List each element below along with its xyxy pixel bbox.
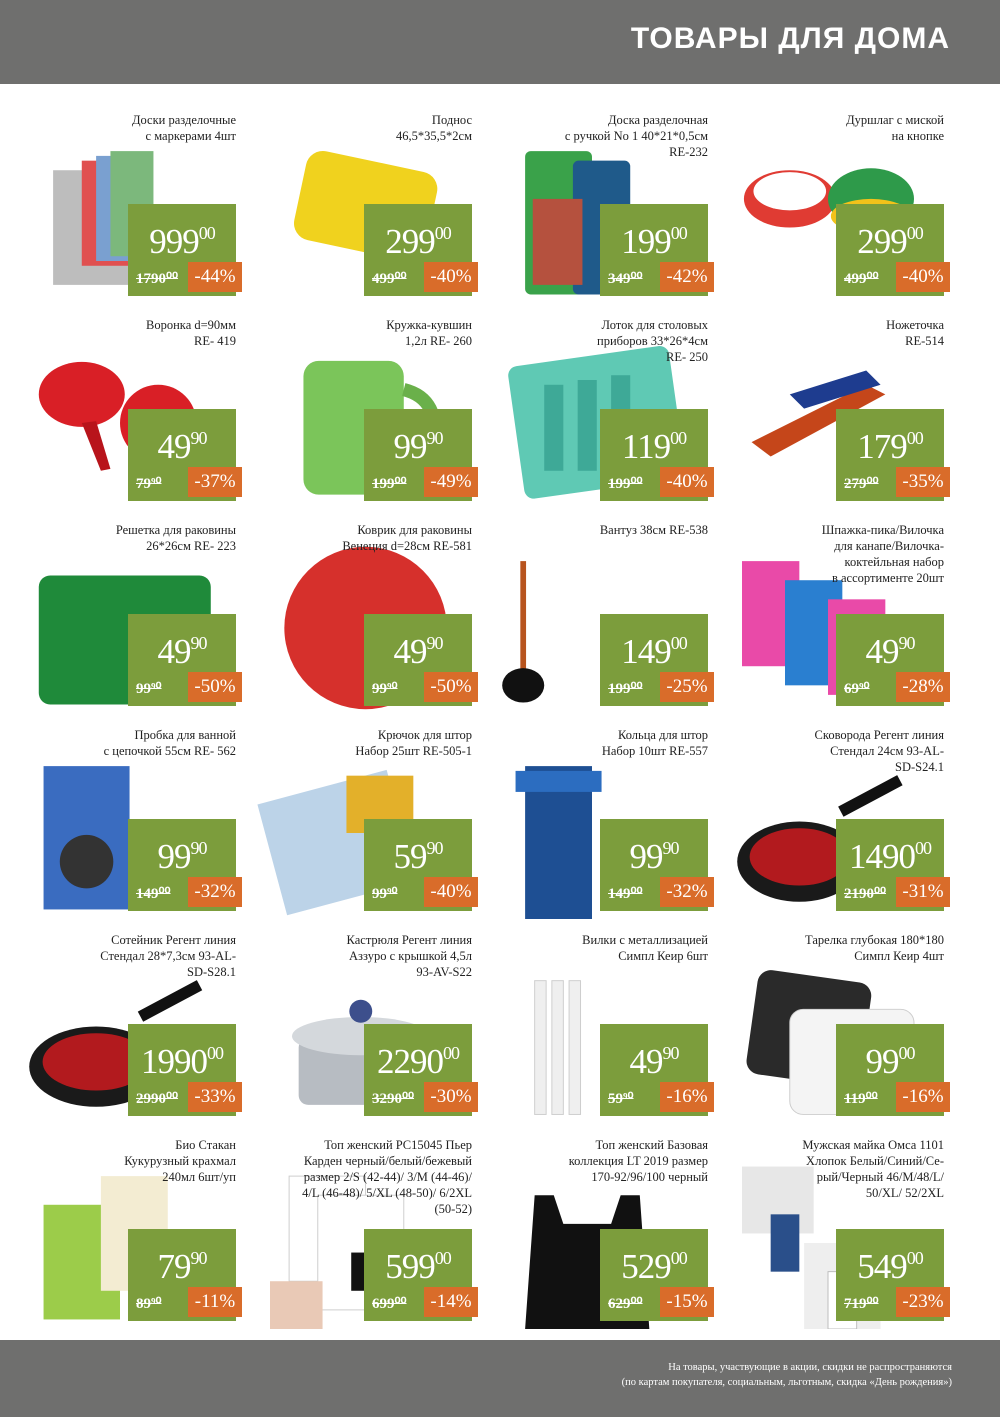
- price-box: [600, 614, 708, 706]
- product-title: Лоток для столовых приборов 33*26*4см RE- 250: [597, 318, 708, 364]
- price-box: [836, 1229, 944, 1321]
- price-main: 999: [149, 222, 199, 261]
- price-box: [600, 1024, 708, 1116]
- header-bar: [0, 0, 1000, 84]
- price-current: [128, 829, 236, 876]
- discount-badge: -16%: [896, 1082, 950, 1112]
- price-old: 2990⁰⁰: [136, 1091, 179, 1107]
- product-grid: [14, 106, 958, 1326]
- price-current: [364, 214, 472, 261]
- price-current: [600, 214, 708, 261]
- product-title: Био Стакан Кукурузный крахмал 240мл 6шт/уп: [124, 1138, 236, 1184]
- product-card: [722, 106, 958, 311]
- price-current: [128, 214, 236, 261]
- price-current: [128, 1034, 236, 1081]
- price-main: 529: [621, 1247, 671, 1286]
- product-card: [722, 926, 958, 1131]
- price-old: 119⁰⁰: [844, 1091, 878, 1107]
- price-box: [364, 614, 472, 706]
- product-card: [14, 1131, 250, 1336]
- product-title: Тарелка глубокая 180*180 Симпл Кеир 4шт: [805, 933, 944, 963]
- price-current: [836, 1034, 944, 1081]
- discount-badge: -28%: [896, 672, 950, 702]
- price-box: [836, 1024, 944, 1116]
- price-box: [836, 204, 944, 296]
- price-old: 69⁹⁰: [844, 681, 870, 697]
- price-current: [836, 624, 944, 671]
- price-main: 49: [629, 1042, 663, 1081]
- product-card: [722, 516, 958, 721]
- discount-badge: -44%: [188, 262, 242, 292]
- product-title: Крючок для штор Набор 25шт RE-505-1: [355, 728, 472, 758]
- price-current: [364, 419, 472, 466]
- product-title: Кольца для штор Набор 10шт RE-557: [601, 728, 708, 758]
- product-title: Пробка для ванной с цепочкой 55см RE- 562: [103, 728, 236, 758]
- product-title: Сковорода Регент линия Стендал 24см 93-AL- SD-S24.1: [814, 728, 944, 774]
- price-cents: 00: [434, 1248, 451, 1268]
- price-box: [600, 204, 708, 296]
- price-cents: 90: [426, 428, 443, 448]
- price-cents: 00: [670, 633, 687, 653]
- price-box: [128, 1229, 236, 1321]
- product-title: Доски разделочные с маркерами 4шт: [131, 113, 236, 143]
- product-title: Коврик для раковины Венеция d=28см RE-581: [342, 523, 472, 553]
- discount-badge: -33%: [188, 1082, 242, 1112]
- price-box: [128, 409, 236, 501]
- price-main: 119: [621, 427, 671, 466]
- product-card: [486, 926, 722, 1131]
- price-box: [128, 204, 236, 296]
- discount-badge: -50%: [188, 672, 242, 702]
- price-old: 99⁹⁰: [372, 886, 398, 902]
- price-cents: 90: [426, 633, 443, 653]
- product-title: Кастрюля Регент линия Аззуро с крышкой 4,5л 93-AV-S22: [346, 933, 472, 979]
- price-box: [128, 1024, 236, 1116]
- product-title: Вантуз 38см RE-538: [599, 523, 708, 537]
- product-card: [250, 311, 486, 516]
- discount-badge: -35%: [896, 467, 950, 497]
- price-old: 89⁹⁰: [136, 1296, 162, 1312]
- price-old: 199⁰⁰: [608, 476, 643, 492]
- price-cents: 00: [670, 428, 687, 448]
- price-cents: 90: [662, 1043, 679, 1063]
- price-old: 99⁹⁰: [136, 681, 162, 697]
- price-old: 99⁹⁰: [372, 681, 398, 697]
- discount-badge: -25%: [660, 672, 714, 702]
- price-main: 49: [157, 427, 191, 466]
- price-main: 149: [621, 632, 671, 671]
- price-current: [836, 214, 944, 261]
- footer-note: На товары, участвующие в акции, скидки не распространяются (по картам покупателя, социальным, льготным, скидка «День рождения»): [621, 1362, 952, 1388]
- price-main: 99: [629, 837, 663, 876]
- price-cents: 00: [906, 223, 923, 243]
- price-box: [364, 819, 472, 911]
- price-box: [364, 409, 472, 501]
- price-current: [364, 624, 472, 671]
- discount-badge: -15%: [660, 1287, 714, 1317]
- price-cents: 90: [426, 838, 443, 858]
- price-cents: 00: [443, 1043, 459, 1063]
- product-title: Воронка d=90мм RE- 419: [146, 318, 236, 348]
- price-cents: 00: [198, 223, 215, 243]
- product-title: Топ женский Базовая коллекция LT 2019 размер 170-92/96/100 черный: [568, 1138, 708, 1184]
- price-main: 59: [393, 837, 427, 876]
- discount-badge: -32%: [188, 877, 242, 907]
- price-box: [364, 1024, 472, 1116]
- price-old: 3290⁰⁰: [372, 1091, 415, 1107]
- product-title: Кружка-кувшин 1,2л RE- 260: [386, 318, 472, 348]
- price-current: [600, 829, 708, 876]
- price-cents: 00: [915, 838, 931, 858]
- price-old: 59⁹⁰: [608, 1091, 634, 1107]
- product-title: Сотейник Регент линия Стендал 28*7,3см 93-AL- SD-S28.1: [100, 933, 236, 979]
- product-card: [250, 1131, 486, 1336]
- price-cents: 90: [898, 633, 915, 653]
- price-current: [364, 1034, 472, 1081]
- price-box: [600, 1229, 708, 1321]
- price-cents: 00: [670, 1248, 687, 1268]
- price-main: 549: [857, 1247, 907, 1286]
- price-old: 199⁰⁰: [608, 681, 643, 697]
- discount-badge: -11%: [188, 1287, 242, 1317]
- price-current: [600, 624, 708, 671]
- price-cents: 90: [190, 838, 207, 858]
- price-old: 629⁰⁰: [608, 1296, 643, 1312]
- price-current: [600, 1034, 708, 1081]
- price-old: 349⁰⁰: [608, 271, 643, 287]
- price-old: 499⁰⁰: [372, 271, 407, 287]
- product-card: [486, 516, 722, 721]
- price-current: [128, 1239, 236, 1286]
- discount-badge: -40%: [424, 262, 478, 292]
- price-current: [836, 1239, 944, 1286]
- product-card: [14, 926, 250, 1131]
- discount-badge: -23%: [896, 1287, 950, 1317]
- price-old: 499⁰⁰: [844, 271, 879, 287]
- price-box: [128, 614, 236, 706]
- discount-badge: -40%: [424, 877, 478, 907]
- product-title: Доска разделочная с ручкой No 1 40*21*0,5см RE-232: [564, 113, 708, 159]
- price-cents: 90: [190, 1248, 207, 1268]
- price-old: 149⁰⁰: [136, 886, 171, 902]
- product-card: [250, 106, 486, 311]
- price-cents: 90: [662, 838, 679, 858]
- price-main: 49: [157, 632, 191, 671]
- price-old: 719⁰⁰: [844, 1296, 879, 1312]
- price-current: [600, 1239, 708, 1286]
- price-old: 1790⁰⁰: [136, 271, 179, 287]
- discount-badge: -40%: [660, 467, 714, 497]
- price-box: [600, 409, 708, 501]
- product-card: [250, 926, 486, 1131]
- price-main: 1490: [849, 837, 915, 876]
- product-card: [722, 311, 958, 516]
- product-title: Вилки с металлизацией Симпл Кеир 6шт: [582, 933, 708, 963]
- discount-badge: -30%: [424, 1082, 478, 1112]
- product-title: Поднос 46,5*35,5*2см: [396, 113, 472, 143]
- price-main: 179: [857, 427, 907, 466]
- price-box: [364, 204, 472, 296]
- product-card: [486, 721, 722, 926]
- discount-badge: -50%: [424, 672, 478, 702]
- price-main: 99: [157, 837, 191, 876]
- price-current: [128, 624, 236, 671]
- price-cents: 00: [207, 1043, 223, 1063]
- price-main: 99: [393, 427, 427, 466]
- product-title: Топ женский PC15045 Пьер Карден черный/белый/бежевый размер 2/S (42-44)/ 3/M (44-46)/ 4/L (46-48)/ 5/XL (48-50)/ 6/2XL (50-52): [302, 1138, 472, 1216]
- product-card: [486, 106, 722, 311]
- price-main: 599: [385, 1247, 435, 1286]
- price-main: 99: [865, 1042, 899, 1081]
- price-current: [600, 419, 708, 466]
- price-old: 149⁰⁰: [608, 886, 643, 902]
- price-main: 1990: [141, 1042, 207, 1081]
- price-main: 49: [393, 632, 427, 671]
- price-box: [836, 614, 944, 706]
- product-title: Мужская майка Омса 1101 Хлопок Белый/Синий/Се- рый/Черный 46/M/48/L/ 50/XL/ 52/2XL: [802, 1138, 944, 1200]
- product-card: [722, 721, 958, 926]
- footer-bar: [0, 1340, 1000, 1417]
- price-main: 299: [385, 222, 435, 261]
- price-current: [836, 419, 944, 466]
- price-main: 79: [157, 1247, 191, 1286]
- product-title: Дуршлаг с миской на кнопке: [846, 113, 944, 143]
- product-card: [14, 311, 250, 516]
- price-cents: 90: [190, 428, 207, 448]
- product-card: [486, 1131, 722, 1336]
- price-main: 199: [621, 222, 671, 261]
- price-main: 299: [857, 222, 907, 261]
- product-card: [250, 721, 486, 926]
- price-main: 2290: [377, 1042, 443, 1081]
- discount-badge: -14%: [424, 1287, 478, 1317]
- product-card: [250, 516, 486, 721]
- price-cents: 90: [190, 633, 207, 653]
- product-card: [486, 311, 722, 516]
- price-box: [128, 819, 236, 911]
- product-title: Шпажка-пика/Вилочка для канапе/Вилочка- коктейльная набор в ассортименте 20шт: [821, 523, 944, 585]
- discount-badge: -42%: [660, 262, 714, 292]
- price-old: 2190⁰⁰: [844, 886, 887, 902]
- product-title: Решетка для раковины 26*26см RE- 223: [115, 523, 236, 553]
- discount-badge: -40%: [896, 262, 950, 292]
- price-box: [836, 409, 944, 501]
- price-box: [836, 819, 944, 911]
- discount-badge: -31%: [896, 877, 950, 907]
- price-current: [128, 419, 236, 466]
- price-cents: 00: [670, 223, 687, 243]
- discount-badge: -16%: [660, 1082, 714, 1112]
- discount-badge: -37%: [188, 467, 242, 497]
- price-cents: 00: [906, 428, 923, 448]
- price-cents: 00: [906, 1248, 923, 1268]
- product-card: [14, 106, 250, 311]
- price-old: 699⁰⁰: [372, 1296, 407, 1312]
- product-card: [14, 721, 250, 926]
- price-box: [600, 819, 708, 911]
- discount-badge: -49%: [424, 467, 478, 497]
- price-current: [836, 829, 944, 876]
- price-cents: 00: [898, 1043, 915, 1063]
- product-card: [14, 516, 250, 721]
- price-current: [364, 829, 472, 876]
- price-current: [364, 1239, 472, 1286]
- product-title: Ножеточка RE-514: [886, 318, 944, 348]
- price-old: 199⁰⁰: [372, 476, 407, 492]
- price-cents: 00: [434, 223, 451, 243]
- price-old: 79⁹⁰: [136, 476, 162, 492]
- price-box: [364, 1229, 472, 1321]
- page-title: ТОВАРЫ ДЛЯ ДОМА: [630, 22, 950, 55]
- price-old: 279⁰⁰: [844, 476, 879, 492]
- price-main: 49: [865, 632, 899, 671]
- product-card: [722, 1131, 958, 1336]
- discount-badge: -32%: [660, 877, 714, 907]
